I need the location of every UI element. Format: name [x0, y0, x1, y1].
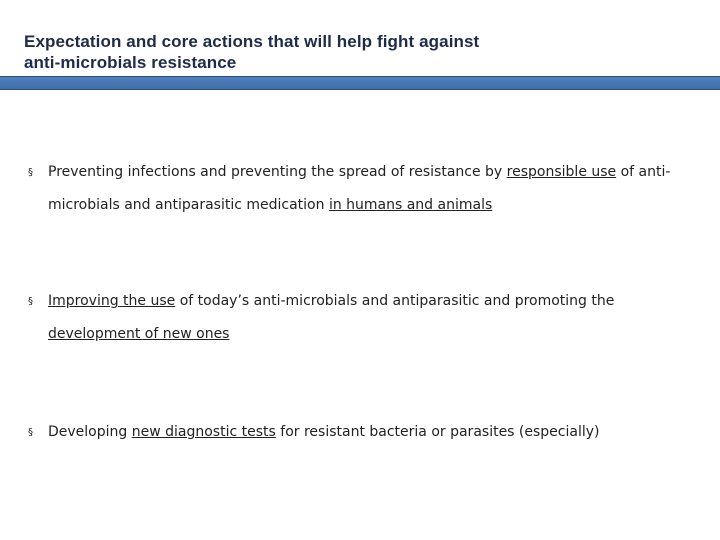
bullet-marker-icon: § [28, 167, 33, 178]
underlined-phrase: responsible use [506, 164, 617, 180]
bullet-item-improving-use [28, 285, 698, 351]
bullet-text-segment: Preventing infections and preventing the spread of resistance by [48, 164, 507, 180]
underlined-phrase: development of new ones [48, 326, 230, 342]
underlined-phrase: Improving the use [48, 293, 176, 309]
bullet-item-diagnostic-tests [28, 416, 698, 449]
bullet-item-preventing-infections [28, 156, 698, 222]
bullet-text [48, 416, 698, 449]
bullet-text-segment: for resistant bacteria or parasites (especially) [275, 424, 600, 440]
bullet-marker-icon: § [28, 427, 33, 438]
bullet-text-segment: of today’s anti-microbials and antiparasitic and promoting the [175, 293, 615, 309]
bullet-text [48, 285, 698, 351]
bullet-marker-icon: § [28, 296, 33, 307]
title-divider-bar [0, 76, 720, 90]
bullet-text [48, 156, 698, 222]
underlined-phrase: in humans and animals [328, 197, 493, 213]
underlined-phrase: new diagnostic tests [131, 424, 276, 440]
slide-title [24, 31, 704, 73]
slide-title-line-1: Expectation and core actions that will help fight against [24, 32, 480, 51]
bullet-text-segment: Developing [48, 424, 132, 440]
slide-title-line-2: anti-microbials resistance [24, 53, 237, 72]
bullet-text-segment: of anti-microbials and antiparasitic medication [48, 164, 671, 213]
